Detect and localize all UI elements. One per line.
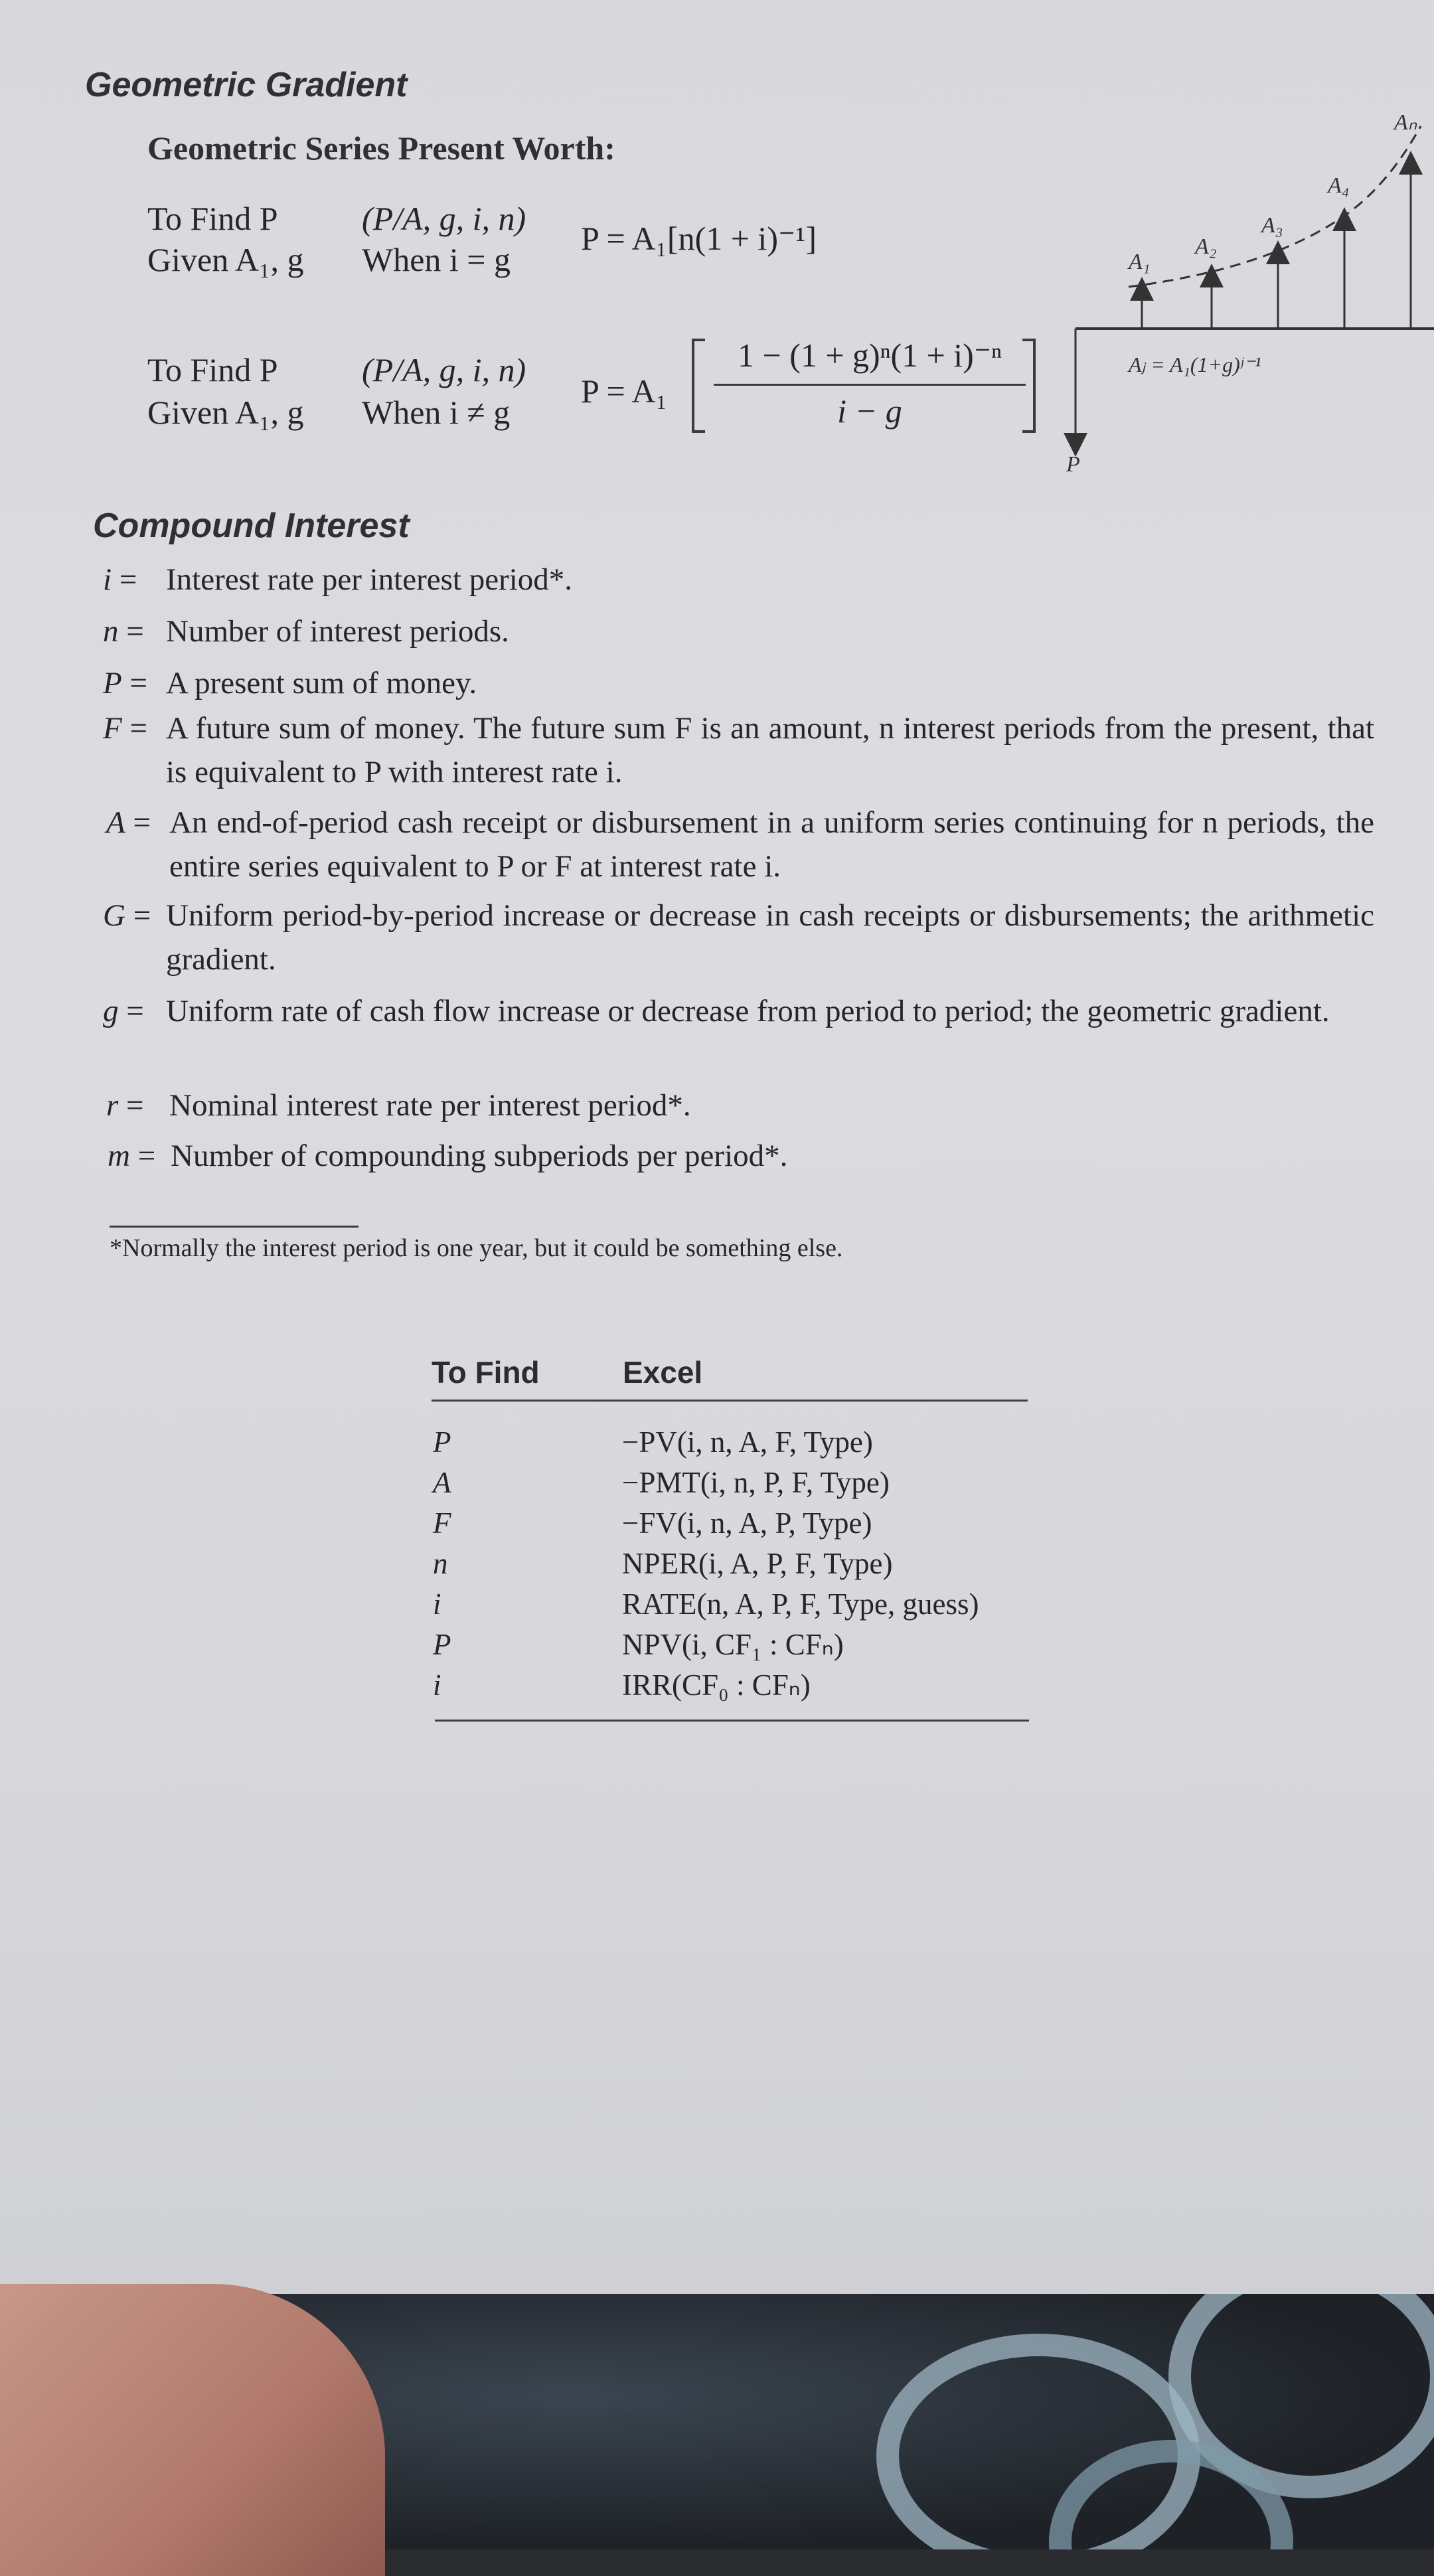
excel-function-cell: −PV(i, n, A, F, Type): [622, 1425, 873, 1459]
definition-text: Uniform period-by-period increase or decrease in cash receipts or disbursements; the arithmetic gradient.: [166, 898, 1374, 977]
excel-table-row: [433, 1422, 1030, 1463]
definition-symbol: g =: [103, 994, 144, 1028]
case2-formula-lhs: P = A₁: [581, 372, 667, 410]
definition-text: A present sum of money.: [166, 666, 477, 700]
compound-interest-heading: Compound Interest: [93, 507, 410, 545]
left-bracket: [692, 339, 705, 433]
definition-symbol: G =: [103, 898, 151, 933]
geometric-gradient-heading: Geometric Gradient: [85, 66, 408, 104]
case2-given: Given A₁, g: [147, 394, 304, 431]
label-an: Aₙ: [1394, 110, 1417, 135]
label-a3: A₃: [1261, 213, 1283, 238]
excel-to-find-cell: P: [433, 1425, 451, 1459]
case1-factor: (P/A, g, i, n): [362, 200, 526, 237]
geometric-series-subheading: Geometric Series Present Worth:: [147, 129, 615, 167]
excel-header-to-find: To Find: [432, 1355, 540, 1390]
definition-symbol: i =: [103, 562, 137, 597]
excel-table-row: [433, 1503, 1030, 1544]
definition-symbol: r =: [106, 1088, 144, 1123]
excel-function-cell: RATE(n, A, P, F, Type, guess): [622, 1587, 979, 1621]
excel-table-row: [433, 1665, 1030, 1706]
excel-table-row: [433, 1625, 1030, 1665]
case1-find: To Find P: [147, 200, 278, 237]
excel-function-cell: −PMT(i, n, P, F, Type): [622, 1466, 890, 1499]
label-a2: A₂: [1195, 234, 1217, 259]
excel-function-cell: NPER(i, A, P, F, Type): [622, 1547, 893, 1580]
excel-to-find-cell: i: [433, 1668, 441, 1702]
excel-to-find-cell: F: [433, 1506, 451, 1540]
label-a4: A₄: [1328, 173, 1350, 198]
excel-table-row: [433, 1584, 1030, 1625]
excel-to-find-cell: A: [433, 1466, 451, 1499]
excel-function-cell: IRR(CF₀ : CFₙ): [622, 1668, 811, 1702]
case2-find: To Find P: [147, 351, 278, 388]
excel-header-rule: [432, 1400, 1028, 1402]
excel-to-find-cell: n: [433, 1547, 448, 1580]
label-p: P: [1066, 452, 1080, 477]
growth-curve: [1129, 126, 1421, 287]
definition-symbol: F =: [103, 711, 147, 746]
definition-symbol: P =: [103, 666, 147, 700]
footnote: *Normally the interest period is one year, but it could be something else.: [110, 1234, 843, 1262]
definition-symbol: A =: [106, 805, 151, 840]
excel-function-cell: NPV(i, CF₁ : CFₙ): [622, 1628, 844, 1661]
definition-text: Uniform rate of cash flow increase or decrease from period to period; the geometric gradient.: [166, 994, 1330, 1028]
geometric-cashflow-diagram: [1049, 100, 1434, 485]
thumb: [0, 2284, 385, 2576]
case1-given: Given A₁, g: [147, 241, 304, 278]
label-a1: A₁: [1129, 250, 1151, 274]
definition-symbol: n =: [103, 614, 144, 649]
fraction-bar: [714, 384, 1026, 386]
definition-text: Interest rate per interest period*.: [166, 562, 573, 597]
excel-table-row: [433, 1544, 1030, 1584]
definition-text: Number of compounding subperiods per period*.: [171, 1139, 788, 1173]
definition-text: An end-of-period cash receipt or disbursement in a uniform series continuing for n periods, the entire series equivalent to P or F at interest rate i.: [169, 805, 1374, 884]
case1-formula: P = A₁[n(1 + i)⁻¹]: [581, 220, 817, 257]
excel-table-row: [433, 1463, 1030, 1503]
case2-when: When i ≠ g: [362, 394, 511, 431]
definition-symbol: m =: [108, 1139, 156, 1173]
case2-factor: (P/A, g, i, n): [362, 351, 526, 388]
excel-to-find-cell: P: [433, 1628, 451, 1661]
definition-text: Nominal interest rate per interest period*.: [169, 1088, 691, 1123]
case1-when: When i = g: [362, 241, 511, 278]
excel-header-excel: Excel: [623, 1355, 703, 1390]
right-bracket: [1022, 339, 1036, 433]
definition-text: Number of interest periods.: [166, 614, 509, 649]
excel-to-find-cell: i: [433, 1587, 441, 1621]
definition-text: A future sum of money. The future sum F is an amount, n interest periods from the present, that is equivalent to P with interest rate i.: [166, 711, 1374, 789]
excel-bottom-rule: [435, 1720, 1029, 1722]
excel-function-cell: −FV(i, n, A, P, Type): [622, 1506, 872, 1540]
case2-denominator: i − g: [837, 392, 902, 430]
case2-numerator: 1 − (1 + g)ⁿ(1 + i)⁻ⁿ: [738, 337, 1002, 374]
aj-formula: Aⱼ = A₁(1+g)ʲ⁻¹: [1129, 353, 1261, 376]
footnote-rule: [110, 1226, 358, 1228]
